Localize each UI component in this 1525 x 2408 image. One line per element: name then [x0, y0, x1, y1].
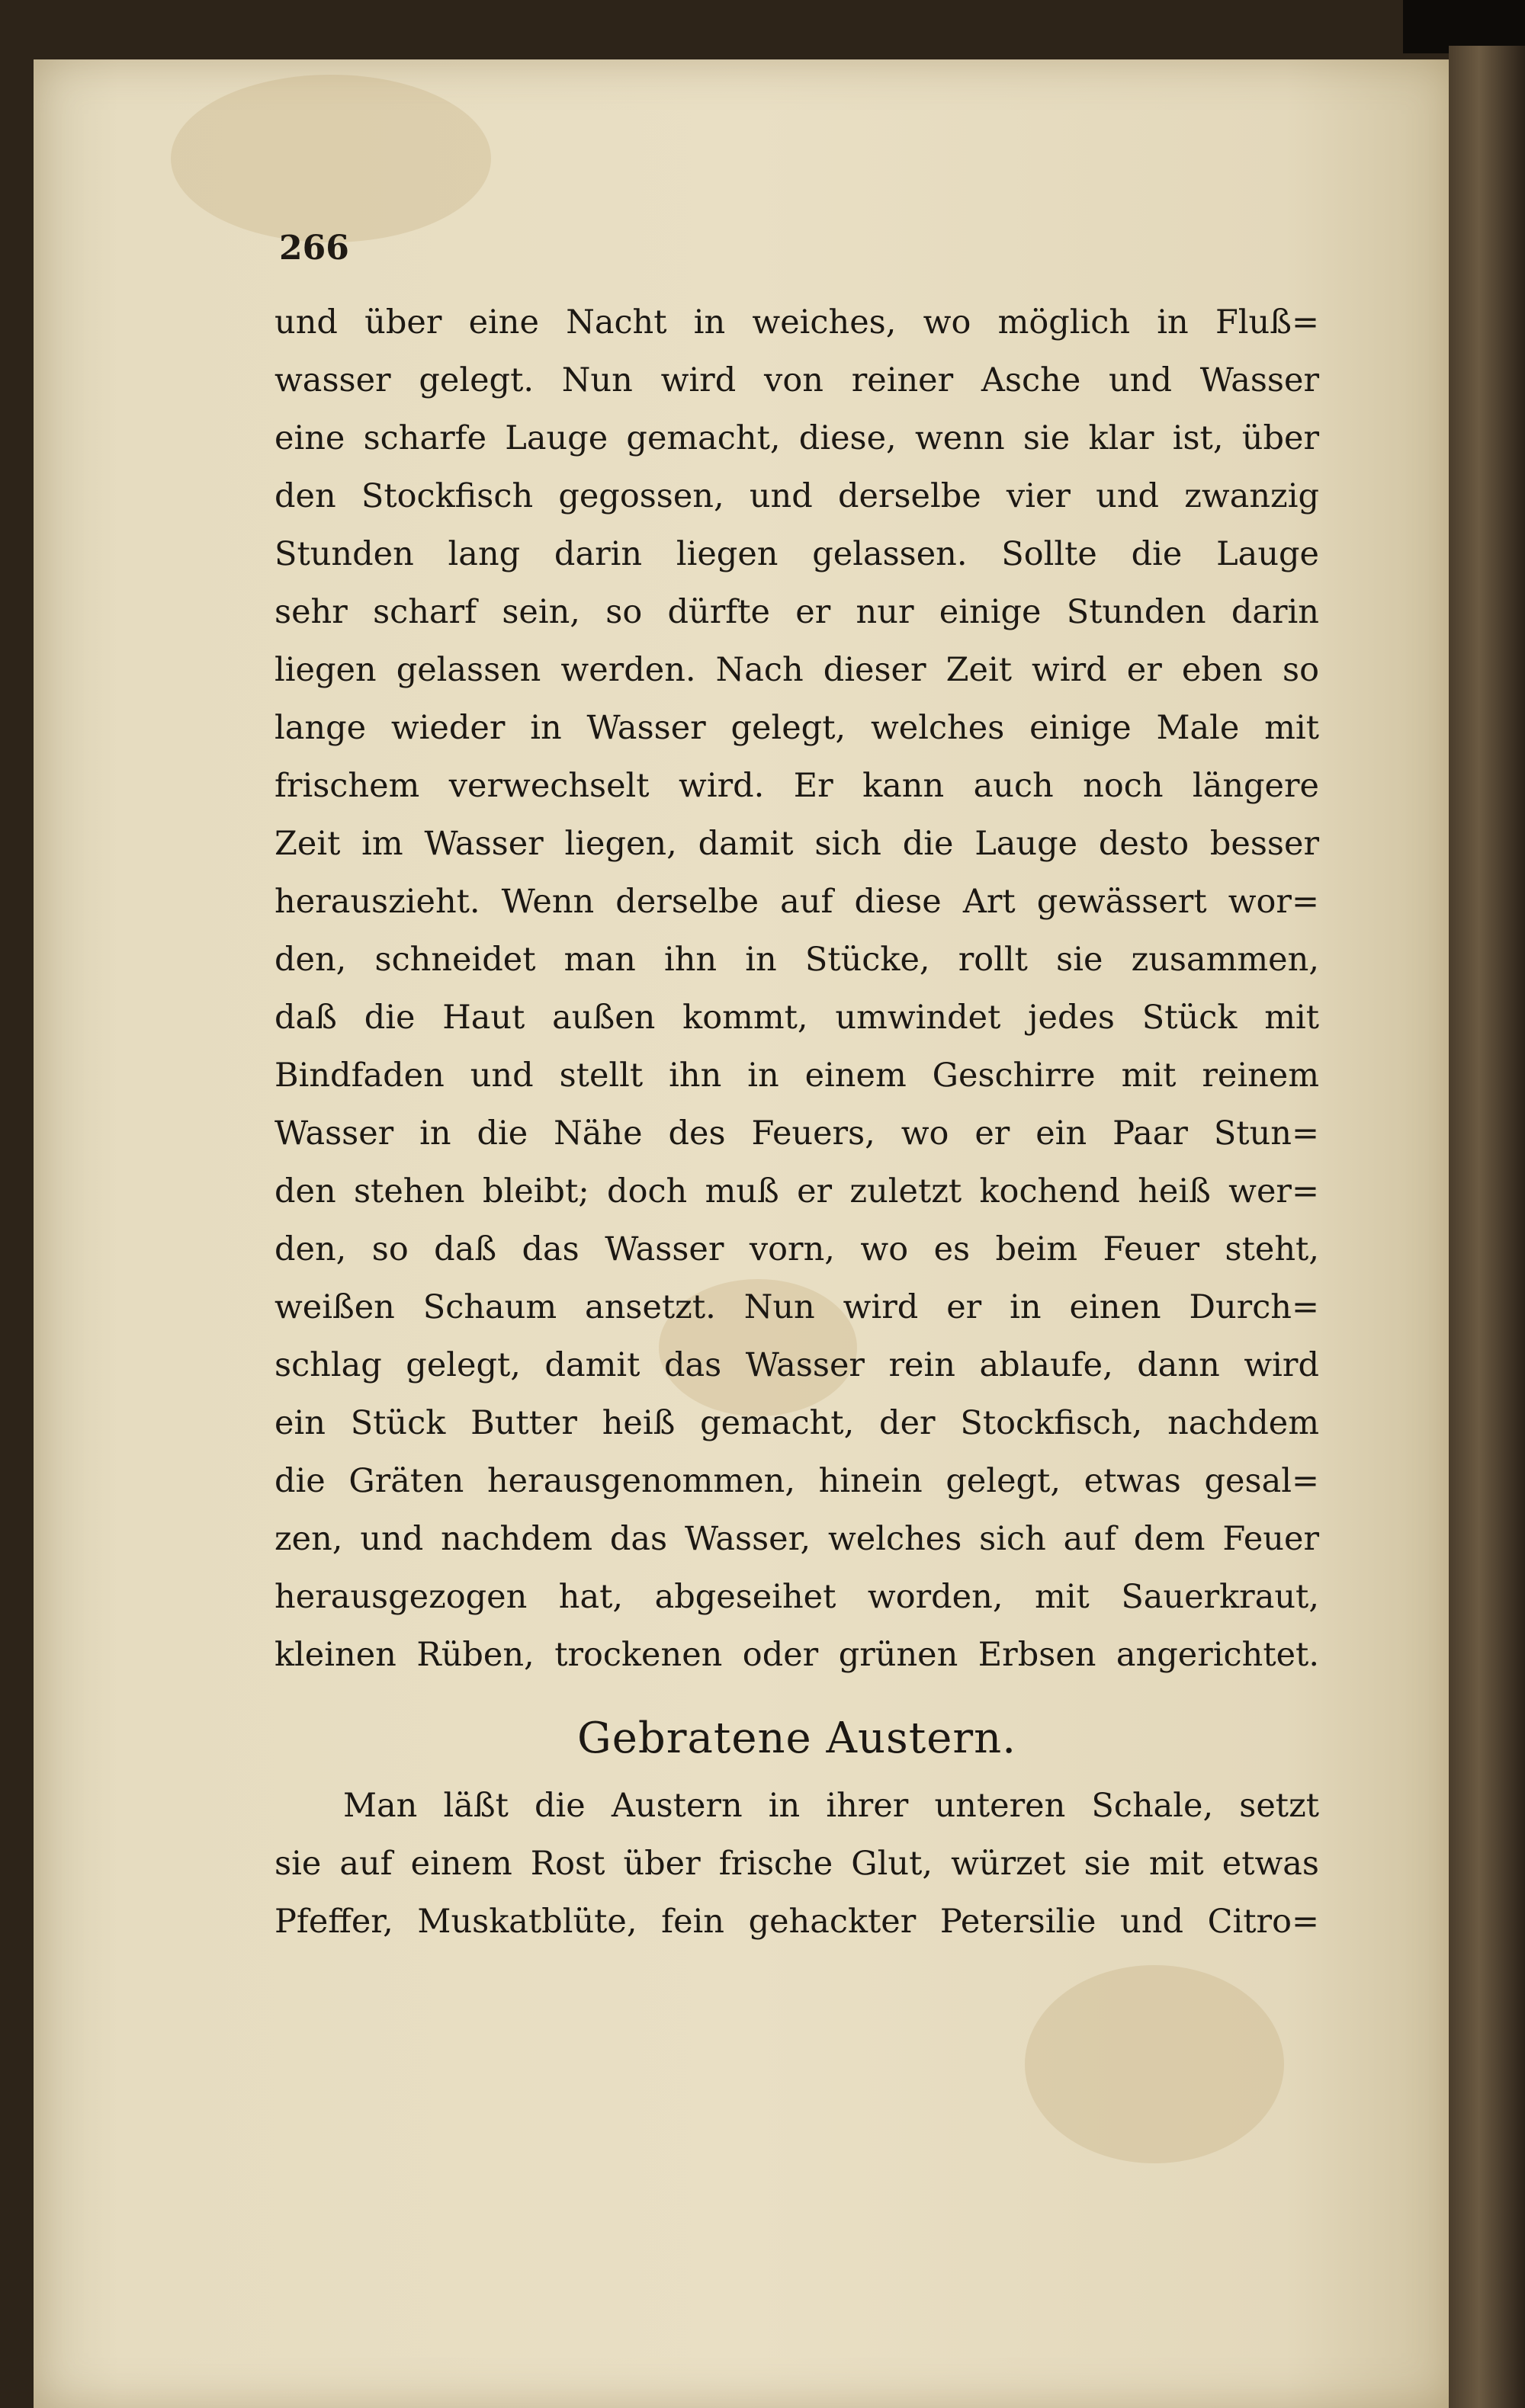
- text-line: Zeit im Wasser liegen, damit sich die Lauge desto besser: [274, 825, 1319, 863]
- text-line: Wasser in die Nähe des Feuers, wo er ein Paar Stun=: [274, 1114, 1319, 1153]
- text-line: herauszieht. Wenn derselbe auf diese Art gewässert wor=: [274, 883, 1319, 921]
- text-line: den, schneidet man ihn in Stücke, rollt sie zusammen,: [274, 941, 1319, 979]
- text-line: zen, und nachdem das Wasser, welches sich auf dem Feuer: [274, 1520, 1319, 1558]
- text-line: eine scharfe Lauge gemacht, diese, wenn sie klar ist, über: [274, 419, 1319, 457]
- text-line: daß die Haut außen kommt, umwindet jedes Stück mit: [274, 999, 1319, 1037]
- text-line: den, so daß das Wasser vorn, wo es beim Feuer steht,: [274, 1230, 1319, 1268]
- text-line: Man läßt die Austern in ihrer unteren Schale, setzt: [343, 1787, 1319, 1825]
- page-edge: [1449, 46, 1525, 2408]
- text-line: die Gräten herausgenommen, hinein gelegt, etwas gesal=: [274, 1462, 1319, 1500]
- text-line: liegen gelassen werden. Nach dieser Zeit wird er eben so: [274, 651, 1319, 689]
- text-line: sehr scharf sein, so dürfte er nur einige Stunden darin: [274, 593, 1319, 631]
- text-line: Stunden lang darin liegen gelassen. Sollte die Lauge: [274, 535, 1319, 573]
- text-line: den Stockfisch gegossen, und derselbe vier und zwanzig: [274, 477, 1319, 515]
- text-line: und über eine Nacht in weiches, wo möglich in Fluß=: [274, 303, 1319, 341]
- text-line: weißen Schaum ansetzt. Nun wird er in einen Durch=: [274, 1288, 1319, 1326]
- text-line: herausgezogen hat, abgeseihet worden, mit Sauerkraut,: [274, 1578, 1319, 1616]
- text-line: wasser gelegt. Nun wird von reiner Asche und Wasser: [274, 361, 1319, 399]
- text-line: Bindfaden und stellt ihn in einem Geschirre mit reinem: [274, 1057, 1319, 1095]
- text-line: kleinen Rüben, trockenen oder grünen Erbsen angerichtet.: [274, 1636, 1319, 1674]
- text-line: frischem verwechselt wird. Er kann auch noch längere: [274, 767, 1319, 805]
- paragraph-stockfish: [274, 293, 1319, 1684]
- text-line: ein Stück Butter heiß gemacht, der Stockfisch, nachdem: [274, 1404, 1319, 1442]
- text-body: [274, 293, 1319, 1951]
- text-line: lange wieder in Wasser gelegt, welches einige Male mit: [274, 709, 1319, 747]
- page-number: 266: [279, 229, 349, 268]
- paper-stain: [171, 75, 491, 242]
- section-heading: Gebratene Austern.: [576, 1714, 1017, 1763]
- paragraph-oysters: [274, 1777, 1319, 1951]
- paper-stain: [1025, 1965, 1284, 2163]
- text-line: schlag gelegt, damit das Wasser rein ablaufe, dann wird: [274, 1346, 1319, 1384]
- text-line: den stehen bleibt; doch muß er zuletzt kochend heiß wer=: [274, 1172, 1319, 1210]
- text-line: Pfeffer, Muskatblüte, fein gehackter Petersilie und Citro=: [274, 1903, 1319, 1941]
- text-line: sie auf einem Rost über frische Glut, würzet sie mit etwas: [274, 1845, 1319, 1883]
